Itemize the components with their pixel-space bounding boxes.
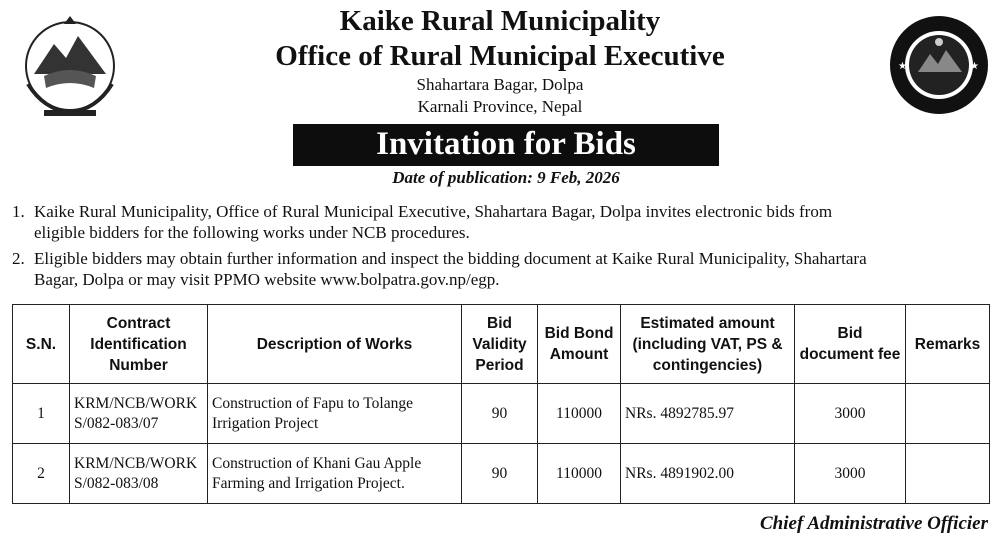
header-fee: Bid document fee bbox=[795, 305, 906, 384]
cell-contract-id: KRM/NCB/WORKS/082-083/07 bbox=[70, 384, 208, 444]
header-remarks: Remarks bbox=[906, 305, 990, 384]
paragraph-1 bbox=[12, 201, 992, 243]
header-estimate: Estimated amount (including VAT, PS & contingencies) bbox=[621, 305, 795, 384]
paragraph-text: Kaike Rural Municipality, Office of Rural Municipal Executive, Shahartara Bagar, Dolpa invites electronic bids from bbox=[34, 202, 833, 221]
paragraph-2 bbox=[12, 248, 992, 290]
nepal-emblem-icon bbox=[14, 14, 126, 122]
publication-date: Date of publication: 9 Feb, 2026 bbox=[392, 168, 620, 187]
header-contract-id: Contract Identification Number bbox=[70, 305, 208, 384]
cell-validity: 90 bbox=[462, 384, 538, 444]
svg-text:★: ★ bbox=[970, 61, 979, 72]
municipality-seal-icon bbox=[888, 14, 990, 116]
header-description: Description of Works bbox=[208, 305, 462, 384]
notice-title: Invitation for Bids bbox=[293, 124, 719, 166]
table-row bbox=[13, 384, 990, 444]
cell-fee: 3000 bbox=[795, 384, 906, 444]
paragraph-text: Eligible bidders may obtain further information and inspect the bidding document at Kaike Rural Municipality, Shahartara bbox=[34, 249, 867, 268]
header-sn: S.N. bbox=[13, 305, 70, 384]
paragraph-number: 1. bbox=[12, 202, 25, 221]
header-validity: Bid Validity Period bbox=[462, 305, 538, 384]
svg-text:★: ★ bbox=[898, 61, 907, 72]
office-name: Office of Rural Municipal Executive bbox=[275, 40, 725, 72]
cell-bond: 110000 bbox=[538, 444, 621, 504]
cell-sn: 1 bbox=[13, 384, 70, 444]
org-name: Kaike Rural Municipality bbox=[339, 5, 661, 37]
cell-sn: 2 bbox=[13, 444, 70, 504]
header-bond: Bid Bond Amount bbox=[538, 305, 621, 384]
table-row bbox=[13, 444, 990, 504]
cell-description: Construction of Fapu to Tolange Irrigation Project bbox=[208, 384, 462, 444]
cell-validity: 90 bbox=[462, 444, 538, 504]
cell-remarks bbox=[906, 444, 990, 504]
address-line-1: Shahartara Bagar, Dolpa bbox=[416, 75, 584, 94]
bids-table bbox=[12, 304, 990, 504]
cell-estimate: NRs. 4891902.00 bbox=[621, 444, 795, 504]
table-header-row bbox=[13, 305, 990, 384]
cell-contract-id: KRM/NCB/WORKS/082-083/08 bbox=[70, 444, 208, 504]
cell-description: Construction of Khani Gau Apple Farming and Irrigation Project. bbox=[208, 444, 462, 504]
cell-estimate: NRs. 4892785.97 bbox=[621, 384, 795, 444]
cell-fee: 3000 bbox=[795, 444, 906, 504]
paragraph-text: eligible bidders for the following works under NCB procedures. bbox=[34, 223, 470, 242]
signature: Chief Administrative Officier bbox=[760, 513, 988, 534]
cell-remarks bbox=[906, 384, 990, 444]
letterhead bbox=[200, 4, 800, 118]
cell-bond: 110000 bbox=[538, 384, 621, 444]
address-line-2: Karnali Province, Nepal bbox=[417, 97, 583, 116]
paragraph-number: 2. bbox=[12, 249, 25, 268]
paragraph-text: Bagar, Dolpa or may visit PPMO website www.bolpatra.gov.np/egp. bbox=[34, 270, 500, 289]
